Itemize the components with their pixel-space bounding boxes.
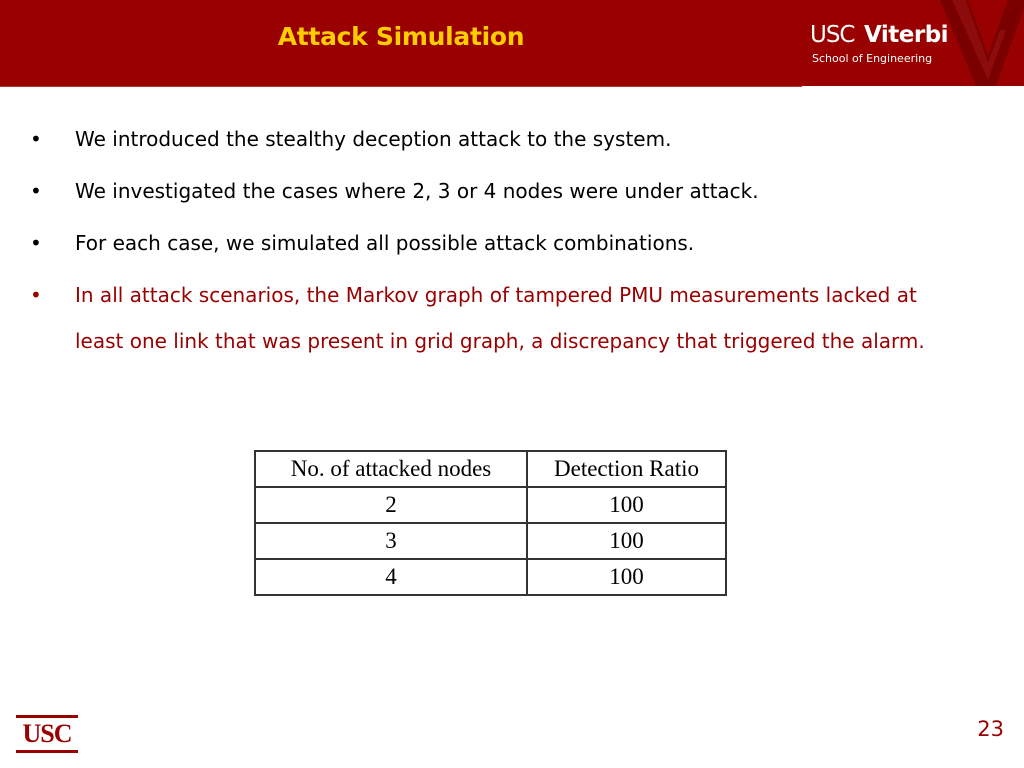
table-cell: 3 (255, 523, 527, 559)
table-cell: 100 (527, 559, 726, 595)
bullet-text: We introduced the stealthy deception attack to the system. (75, 127, 672, 151)
bullet-dot: • (30, 283, 42, 307)
footer-logo-text: USC (22, 719, 72, 748)
bullet-item (28, 220, 928, 266)
slide-title: Attack Simulation (277, 22, 525, 51)
bullet-text: In all attack scenarios, the Markov graph of tampered PMU measurements lacked at least one link that was present in grid graph, a discrepancy that triggered the alarm. (75, 283, 925, 353)
page-number: 23 (977, 717, 1004, 741)
header-divider (0, 86, 802, 87)
bullet-item (28, 168, 928, 214)
table-header-row (255, 451, 726, 487)
footer-logo-bar-top (16, 715, 78, 718)
bullet-dot: • (30, 127, 42, 151)
bullet-item (28, 116, 928, 162)
bullet-list (28, 116, 928, 370)
table-cell: 4 (255, 559, 527, 595)
viterbi-v-emblem-icon (938, 0, 1024, 86)
table-cell: 100 (527, 523, 726, 559)
bullet-text: We investigated the cases where 2, 3 or 4 nodes were under attack. (75, 179, 759, 203)
bullet-dot: • (30, 231, 42, 255)
footer-logo-bar-bottom (16, 750, 78, 753)
column-header-attacked-nodes: No. of attacked nodes (255, 451, 527, 487)
bullet-dot: • (30, 179, 42, 203)
column-header-detection-ratio: Detection Ratio (527, 451, 726, 487)
usc-footer-logo (16, 715, 78, 753)
table-row (255, 523, 726, 559)
table-row (255, 559, 726, 595)
logo-school-text: School of Engineering (812, 52, 933, 65)
logo-usc-text: USC (810, 22, 855, 48)
slide-header (0, 0, 1024, 86)
table-cell: 2 (255, 487, 527, 523)
bullet-text: For each case, we simulated all possible attack combinations. (75, 231, 695, 255)
table-row (255, 487, 726, 523)
detection-table (254, 450, 727, 596)
table-cell: 100 (527, 487, 726, 523)
logo-viterbi-text: Viterbi (864, 22, 949, 48)
bullet-item-highlight (28, 272, 928, 364)
